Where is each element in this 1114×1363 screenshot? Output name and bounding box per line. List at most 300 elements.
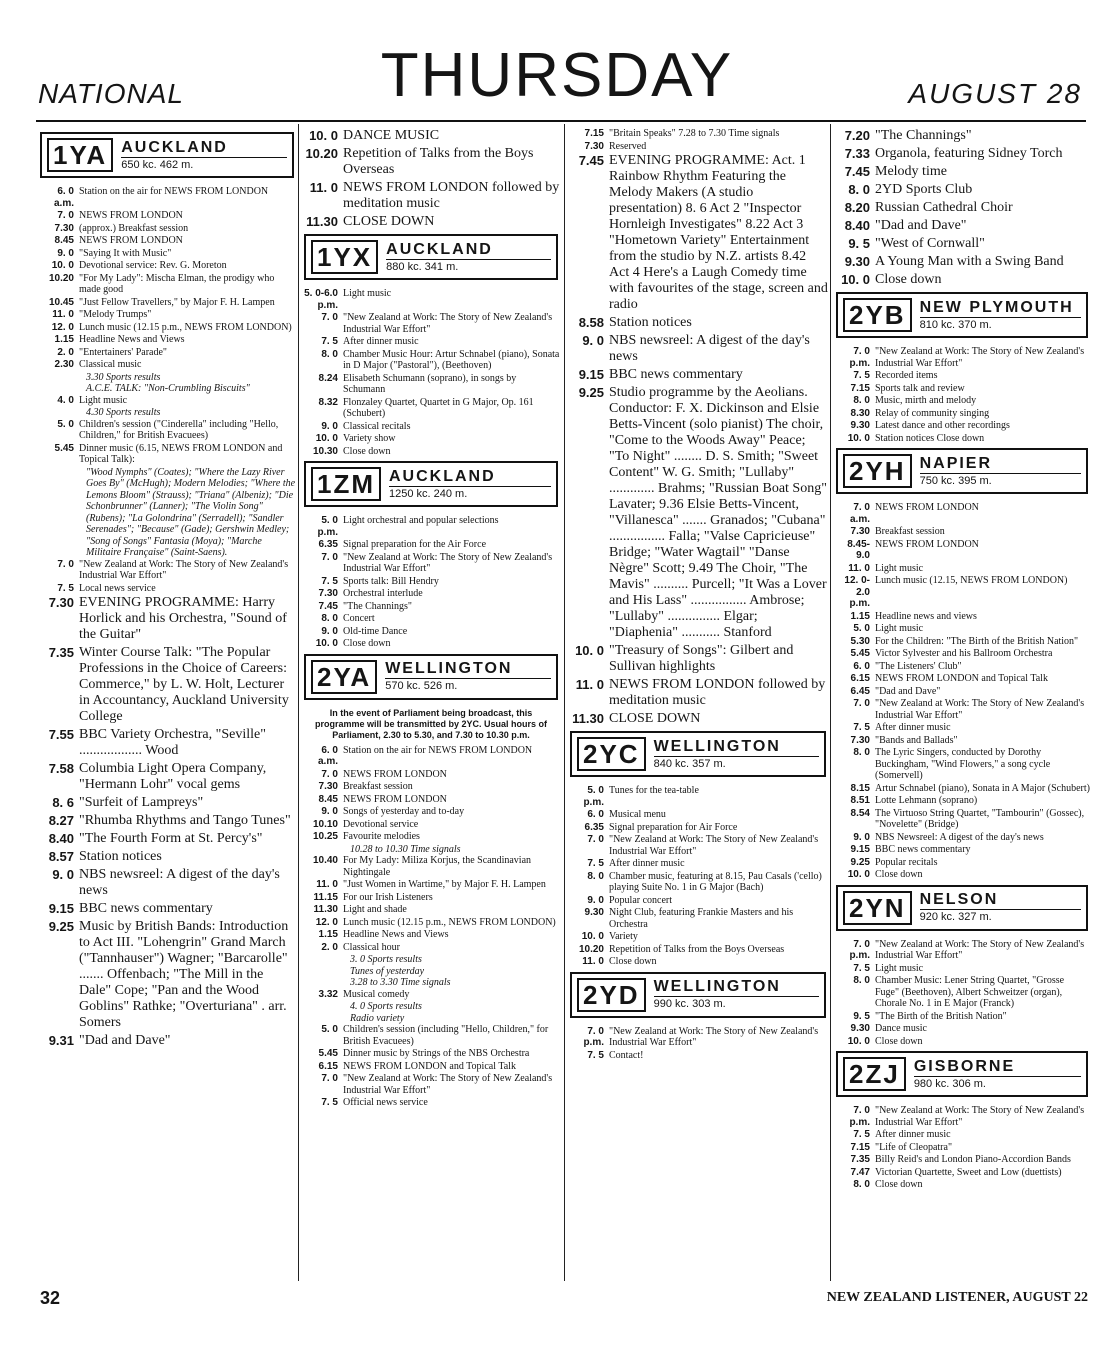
programme-subitem: 3.28 to 3.30 Time signals (350, 977, 451, 988)
programme-time: 9.25 (48, 919, 74, 934)
programme-subitem: 10.28 to 10.30 Time signals (350, 843, 461, 855)
programme-title: Billy Reid's and London Piano-Accordion Bands (875, 1154, 1071, 1165)
programme-title: Station on the air for NEWS FROM LONDON (343, 744, 533, 756)
programme-entry (568, 907, 828, 930)
programme-entry (38, 919, 296, 1031)
programme-title: Reserved (609, 140, 647, 152)
programme-title: Close down (875, 1035, 923, 1047)
programme-title: "The Fourth Form at St. Percy's" (79, 831, 263, 846)
programme-entry (38, 186, 296, 209)
programme-entry (38, 248, 296, 260)
programme-title: Devotional service (343, 818, 419, 830)
programme-time: 10.10 (312, 818, 338, 830)
programme-title: NEWS FROM LONDON and Topical Talk (343, 1060, 516, 1072)
programme-time: 10. 0 (847, 869, 870, 880)
programme-time: 7. 0 p.m. (849, 1105, 870, 1128)
station-call-sign: 1YA (47, 138, 113, 172)
programme-title: Flonzaley Quartet, Quartet in G Major, Op. 161 (Schubert) (343, 396, 534, 419)
programme-entry (834, 857, 1090, 869)
programme-entry (38, 395, 296, 407)
programme-time: 7.15 (584, 128, 604, 139)
programme-entry (568, 895, 828, 907)
programme-time: 3.32 (318, 988, 338, 1000)
programme-time: 8.20 (844, 200, 870, 215)
programme-time: 5.45 (318, 1048, 338, 1059)
station-info (914, 1058, 1081, 1091)
programme-time: 4. 0 (57, 394, 74, 406)
programme-entry (568, 367, 828, 383)
programme-title: "The Listeners' Club" (875, 660, 962, 672)
programme-time: 10.20 (48, 272, 74, 284)
programme-time: 8. 0 (853, 1179, 870, 1190)
programme-entry (302, 288, 560, 311)
programme-time: 9. 0 (52, 867, 74, 882)
programme-entry (834, 218, 1090, 234)
programme-entry (302, 515, 560, 538)
programme-entry (834, 395, 1090, 407)
programme-time: 8.58 (578, 315, 604, 330)
network-label: NATIONAL (38, 78, 184, 109)
programme-title: "Rhumba Rhythms and Tango Tunes" (79, 813, 291, 828)
programme-time: 11. 0 (575, 677, 604, 692)
programme-title: Recorded items (875, 370, 938, 381)
programme-title: "Melody Trumps" (79, 309, 152, 320)
programme-title: NEWS FROM LONDON and Topical Talk (875, 673, 1048, 684)
programme-time: 8.32 (318, 396, 338, 408)
station-frequency: 750 kc. 395 m. (919, 474, 992, 487)
programme-time: 5.45 (54, 442, 74, 454)
station-info (654, 978, 819, 1011)
station-city: WELLINGTON (654, 738, 819, 757)
station-call-sign: 2YB (843, 298, 912, 332)
station-call-sign: 2ZJ (843, 1057, 906, 1091)
programme-time: 8.51 (850, 795, 870, 806)
programme-time: 9.25 (578, 385, 604, 400)
station-header (836, 292, 1088, 338)
programme-entry (302, 831, 560, 843)
programme-entry (834, 869, 1090, 881)
programme-title: Chamber Music Hour: Artur Schnabel (piano), Sonata in D Major ("Pastoral"), (Beethoven) (343, 348, 560, 371)
programme-title: NEWS FROM LONDON (875, 502, 979, 513)
programme-title: "West of Cornwall" (875, 236, 985, 251)
station-info (121, 139, 287, 172)
programme-entry (834, 963, 1090, 975)
station-frequency: 810 kc. 370 m. (919, 318, 992, 331)
programme-title: BBC news commentary (609, 367, 743, 382)
programme-entry (38, 443, 296, 466)
programme-title: Headline news and views (875, 610, 977, 622)
programme-title: Repetition of Talks from the Boys Overseas (343, 146, 534, 177)
programme-time: 7. 0 (587, 834, 604, 845)
programme-entry (834, 975, 1090, 1010)
programme-title: "The Birth of the British Nation" (875, 1010, 1007, 1022)
date-label: AUGUST 28 (908, 78, 1082, 109)
programme-entry (834, 722, 1090, 734)
programme-title: After dinner music (875, 1129, 951, 1140)
programme-time: 6. 0 (853, 660, 870, 672)
programme-entry (302, 446, 560, 458)
programme-time: 9. 5 (848, 236, 870, 251)
programme-title: BBC news commentary (875, 844, 971, 855)
station-frequency: 570 kc. 526 m. (385, 680, 458, 692)
programme-title: Close down (609, 956, 657, 967)
programme-time: 7.30 (54, 222, 74, 234)
station-city: NAPIER (920, 455, 1081, 474)
programme-title: "New Zealand at Work: The Story of New Zealand's Industrial War Effort" (875, 346, 1085, 369)
programme-time: 6.35 (318, 539, 338, 550)
station-frequency: 920 kc. 327 m. (919, 911, 992, 923)
programme-entry (834, 844, 1090, 856)
programme-entry (568, 956, 828, 968)
programme-title: After dinner music (343, 336, 419, 347)
programme-entry (302, 146, 560, 178)
programme-entry (568, 871, 828, 894)
programme-title: NEWS FROM LONDON followed by meditation music (609, 677, 826, 708)
programme-time: 9. 0 (321, 806, 338, 817)
programme-time: 9. 0 (321, 625, 338, 637)
station-header (570, 972, 826, 1018)
programme-subitem: 3. 0 Sports results (350, 954, 422, 965)
programme-time: 8.40 (48, 831, 74, 846)
programme-entry (302, 1061, 560, 1073)
programme-title: Light music (875, 962, 924, 974)
programme-time: 7.33 (844, 146, 870, 161)
station-city: WELLINGTON (385, 660, 551, 679)
programme-title: Close down (875, 1179, 923, 1190)
programme-title: Dinner music by Strings of the NBS Orchestra (343, 1048, 530, 1059)
programme-time: 6. 0 (587, 809, 604, 820)
programme-title: Light orchestral and popular selections (343, 515, 499, 526)
programme-time: 8. 0 (853, 975, 870, 986)
programme-time: 8.15 (850, 782, 870, 794)
programme-entry (38, 901, 296, 917)
programme-title: DANCE MUSIC (343, 128, 440, 143)
programme-time: 9.25 (850, 856, 870, 868)
programme-time: 9. 0 (57, 247, 74, 259)
programme-time: 11. 0 (52, 309, 74, 320)
programme-time: 10.20 (578, 943, 604, 955)
programme-time: 7.35 (48, 645, 74, 660)
programme-time: 10. 0 (841, 272, 870, 287)
programme-title: NEWS FROM LONDON (343, 768, 447, 780)
station-header (570, 731, 826, 777)
programme-entry (834, 164, 1090, 180)
programme-entry (834, 661, 1090, 673)
programme-time: 7.30 (850, 734, 870, 746)
programme-entry (302, 539, 560, 551)
programme-time: 7.30 (850, 526, 870, 537)
column-4 (834, 128, 1090, 1285)
programme-title: Lotte Lehmann (soprano) (875, 795, 978, 806)
programme-title: Repetition of Talks from the Boys Overseas (609, 943, 785, 955)
programme-title: NBS newsreel: A digest of the day's news (79, 867, 280, 898)
programme-entry (568, 785, 828, 808)
programme-entry (834, 563, 1090, 575)
station-call-sign: 2YA (311, 660, 377, 694)
programme-title: For the Children: "The Birth of the British Nation" (875, 635, 1079, 647)
programme-entry (834, 1129, 1090, 1141)
programme-entry (38, 867, 296, 899)
header-rule (36, 120, 1086, 122)
page-number: 32 (40, 1288, 61, 1308)
programme-entry (834, 1011, 1090, 1023)
programme-time: 7. 5 (853, 962, 870, 974)
station-call-sign: 2YN (843, 891, 912, 925)
station-info (920, 891, 1081, 924)
programme-entry (302, 397, 560, 420)
column-divider (298, 124, 299, 1281)
station-info (389, 468, 551, 501)
programme-entry (302, 1097, 560, 1109)
programme-time: 7.15 (850, 382, 870, 394)
programme-title: Contact! (609, 1049, 644, 1061)
programme-time: 10. 0 (315, 433, 338, 444)
programme-entry (834, 1023, 1090, 1035)
programme-title: "The Channings" (343, 600, 412, 612)
programme-time: 9.15 (578, 367, 604, 382)
programme-title: "Britain Speaks" 7.28 to 7.30 Time signals (609, 128, 780, 139)
programme-time: 5. 0 (57, 418, 74, 430)
programme-time: 6.35 (584, 821, 604, 833)
programme-subitem: A.C.E. TALK: "Non-Crumbling Biscuits" (86, 383, 250, 394)
programme-entry (834, 272, 1090, 288)
programme-time: 9.30 (850, 420, 870, 431)
programme-title: "Bands and Ballads" (875, 734, 958, 746)
programme-title: Variety show (343, 433, 396, 444)
programme-entry (38, 813, 296, 829)
programme-title: Devotional service: Rev. G. Moreton (79, 260, 227, 271)
programme-time: 7. 0 (57, 210, 74, 221)
programme-time: 9.30 (850, 1023, 870, 1034)
programme-time: 11.30 (572, 711, 604, 726)
programme-title: For our Irish Listeners (343, 891, 433, 903)
programme-entry (834, 346, 1090, 369)
programme-title: A Young Man with a Swing Band (875, 254, 1064, 269)
programme-time: 8.30 (850, 407, 870, 419)
programme-entry (834, 795, 1090, 807)
programme-entry (568, 315, 828, 331)
programme-time: 8. 6 (52, 795, 74, 810)
station-city: WELLINGTON (654, 978, 819, 997)
programme-title: Station notices (609, 315, 692, 330)
programme-title: Sports talk: Bill Hendry (343, 575, 439, 587)
programme-time: 9. 0 (853, 831, 870, 843)
programme-entry (834, 408, 1090, 420)
programme-time: 10. 0 (581, 931, 604, 942)
programme-title: Night Club, featuring Frankie Masters and his Orchestra (609, 907, 794, 930)
programme-time: 6.15 (850, 673, 870, 684)
column-divider (564, 124, 565, 1281)
programme-entry (38, 359, 296, 371)
programme-entry (302, 745, 560, 768)
programme-entry (302, 1073, 560, 1096)
programme-time: 11. 0 (316, 879, 338, 890)
programme-entry (302, 819, 560, 831)
programme-title: Headline News and Views (79, 334, 185, 345)
programme-entry (302, 794, 560, 806)
publication-line: NEW ZEALAND LISTENER, AUGUST 22 (826, 1290, 1088, 1305)
programme-title: "For My Lady": Mischa Elman, the prodigy who made good (79, 272, 275, 295)
station-call-sign: 1YX (311, 240, 378, 274)
programme-entry (302, 904, 560, 916)
station-call-sign: 2YC (577, 737, 646, 771)
programme-entry (302, 989, 560, 1001)
programme-title: NEWS FROM LONDON (343, 793, 447, 805)
programme-title: NEWS FROM LONDON (875, 538, 979, 550)
programme-entry (834, 539, 1090, 562)
programme-time: 2. 0 (321, 941, 338, 953)
programme-title: CLOSE DOWN (609, 711, 701, 726)
programme-time: 8.27 (48, 813, 74, 828)
programme-entry (302, 942, 560, 954)
programme-entry (38, 419, 296, 442)
programme-title: Victorian Quartette, Sweet and Low (duettists) (875, 1166, 1062, 1178)
programme-title: "New Zealand at Work: The Story of New Zealand's Industrial War Effort" (875, 698, 1085, 721)
programme-entry (302, 1024, 560, 1047)
column-divider (830, 124, 831, 1281)
programme-entry (568, 822, 828, 834)
station-call-sign: 2YD (577, 978, 646, 1012)
programme-title: "Just Women in Wartime," by Major F. H. Lampen (343, 879, 546, 890)
programme-title: Columbia Light Opera Company, "Hermann Lohr" vocal gems (79, 761, 267, 792)
programme-entry (38, 795, 296, 811)
programme-title: "Life of Cleopatra" (875, 1141, 953, 1153)
programme-time: 9.30 (584, 907, 604, 918)
programme-title: For My Lady: Miliza Korjus, the Scandinavian Nightingale (343, 855, 532, 878)
programme-title: "New Zealand at Work: The Story of New Zealand's Industrial War Effort" (343, 312, 553, 335)
programme-time: 7. 5 (321, 1097, 338, 1108)
programme-time: 10.45 (48, 296, 74, 308)
programme-entry (568, 931, 828, 943)
programme-time: 5.30 (850, 635, 870, 647)
station-frequency: 990 kc. 303 m. (653, 998, 726, 1010)
programme-time: 10.30 (312, 445, 338, 457)
programme-title: Organola, featuring Sidney Torch (875, 146, 1063, 161)
programme-title: Breakfast session (343, 781, 413, 792)
programme-time: 11.15 (313, 891, 338, 903)
programme-entry (302, 781, 560, 793)
programme-title: Light music (875, 562, 924, 574)
programme-title: Official news service (343, 1097, 428, 1108)
programme-entry (38, 595, 296, 643)
programme-entry (302, 336, 560, 348)
programme-entry (834, 783, 1090, 795)
programme-time: 8.24 (318, 372, 338, 384)
programme-time: 2. 0 (57, 346, 74, 358)
programme-time: 7. 5 (587, 858, 604, 869)
programme-entry (38, 761, 296, 793)
programme-title: Classical music (79, 359, 142, 370)
programme-time: 10. 0 (847, 1035, 870, 1047)
programme-entry (834, 1179, 1090, 1191)
programme-title: Chamber Music: Lener String Quartet, "Grosse Fuge" (Beethoven), Albert Schweitzer (organ), Chorale No. 1 in E Major (Franck) (875, 975, 1065, 1009)
programme-title: "New Zealand at Work: The Story of New Zealand's Industrial War Effort" (343, 551, 553, 574)
programme-title: Elisabeth Schumann (soprano), in songs by Schumann (343, 372, 517, 395)
programme-entry (302, 613, 560, 625)
programme-time: 8.45-9.0 (847, 538, 870, 561)
station-info (920, 455, 1081, 488)
programme-title: Classical hour (343, 941, 400, 953)
programme-entry (302, 576, 560, 588)
programme-subitem: 3.30 Sports results (86, 371, 161, 383)
station-header (304, 654, 558, 700)
programme-time: 7. 5 (853, 370, 870, 381)
programme-title: Classical recitals (343, 420, 411, 432)
programme-title: NBS newsreel: A digest of the day's news (609, 333, 810, 364)
programme-entry (834, 623, 1090, 635)
programme-title: NEWS FROM LONDON (79, 210, 183, 221)
programme-entry (38, 322, 296, 334)
programme-entry (834, 502, 1090, 525)
programme-entry (834, 832, 1090, 844)
programme-subitem: "Wood Nymphs" (Coates); "Where the Lazy River Goes By" (McHugh); Modern Melodies; "Where the Lemons Bloom" (Strauss); "Triana" (Albeniz); "Die Schonbrunner" (Lanner); "The Violin Song" (Rubens); "La Golondrina" (Serradell); "Sandler Serenades"; "Because" (Gade); Gershwin Medley; "Song of Songs" Fantasia (Moya); "Marche Militaire Française" (Saint-Saens). (86, 466, 296, 558)
station-frequency: 880 kc. 341 m. (386, 260, 459, 273)
programme-title: Musical menu (609, 809, 666, 820)
programme-time: 1.15 (318, 929, 338, 940)
programme-entry (38, 260, 296, 272)
programme-title: Close down (875, 869, 923, 880)
programme-entry (302, 421, 560, 433)
programme-entry (834, 128, 1090, 144)
programme-time: 5.45 (850, 648, 870, 659)
programme-subitem: Radio variety (350, 1012, 405, 1024)
station-header (836, 885, 1088, 931)
programme-title: The Lyric Singers, conducted by Dorothy Buckingham, "Wind Flowers," a song cycle (Somervell) (875, 747, 1051, 781)
programme-entry (38, 347, 296, 359)
programme-title: NEWS FROM LONDON followed by meditation music (343, 180, 560, 211)
programme-title: Variety (609, 931, 638, 942)
programme-entry (302, 638, 560, 650)
programme-entry (834, 236, 1090, 252)
programme-entry (302, 349, 560, 372)
programme-entry (302, 626, 560, 638)
programme-title: Light music (343, 288, 392, 299)
programme-title: Lunch music (12.15, NEWS FROM LONDON) (875, 575, 1068, 586)
programme-title: "Entertainers' Parade" (79, 346, 167, 358)
programme-entry (834, 1142, 1090, 1154)
programme-time: 7.15 (850, 1141, 870, 1153)
programme-time: 8.57 (48, 849, 74, 864)
programme-time: 10. 0 (575, 643, 604, 658)
programme-entry (834, 648, 1090, 660)
programme-time: 8. 0 (321, 348, 338, 360)
programme-title: After dinner music (609, 858, 685, 869)
station-city: GISBORNE (914, 1058, 1081, 1077)
programme-title: "Treasury of Songs": Gilbert and Sullivan highlights (609, 643, 794, 674)
programme-title: Studio programme by the Aeolians. Conductor: F. X. Dickinson and Elsie Betts-Vincent (solo pianist) The choir, "Come to the Woods Away" Peace; "To Night" ........ D. S. Smith; "Sweet Content" W. G. Smith; "Lullaby" ............. Brahms; "Russian Boat Song" Lavater; 9.36 Elsie Betts-Vincent, "Villanesca" ....... Granados; "Cubana" ................ Falla; "Valse Capricieuse" Bridge; "Water Wagtail" "Danse Nègre" Scott; 9.49 The Choir, "The Mavis" .......... Purcell; "It Was a Lover and His Lass" ................ Ambrose; "Lullaby" ............... Elgar; "Diaphenia" ........... Stanford (609, 385, 827, 640)
programme-entry (834, 747, 1090, 782)
programme-time: 8. 0 (853, 395, 870, 406)
programme-time: 12. 0 (51, 321, 74, 333)
programme-time: 8.40 (844, 218, 870, 233)
programme-title: "The Channings" (875, 128, 972, 143)
programme-entry (568, 834, 828, 857)
programme-title: 2YD Sports Club (875, 182, 973, 197)
programme-entry (38, 559, 296, 582)
programme-entry (568, 809, 828, 821)
programme-entry (302, 180, 560, 212)
programme-time: 7. 0 p.m. (583, 1025, 604, 1048)
programme-entry (302, 312, 560, 335)
programme-entry (834, 1036, 1090, 1048)
programme-time: 7.30 (48, 595, 74, 610)
programme-time: 7. 0 a.m. (849, 502, 870, 525)
programme-time: 7.30 (318, 781, 338, 792)
programme-time: 7.30 (318, 588, 338, 599)
programme-title: "New Zealand at Work: The Story of New Zealand's Industrial War Effort" (875, 938, 1085, 961)
programme-title: Close down (875, 272, 942, 287)
station-info (386, 241, 551, 274)
